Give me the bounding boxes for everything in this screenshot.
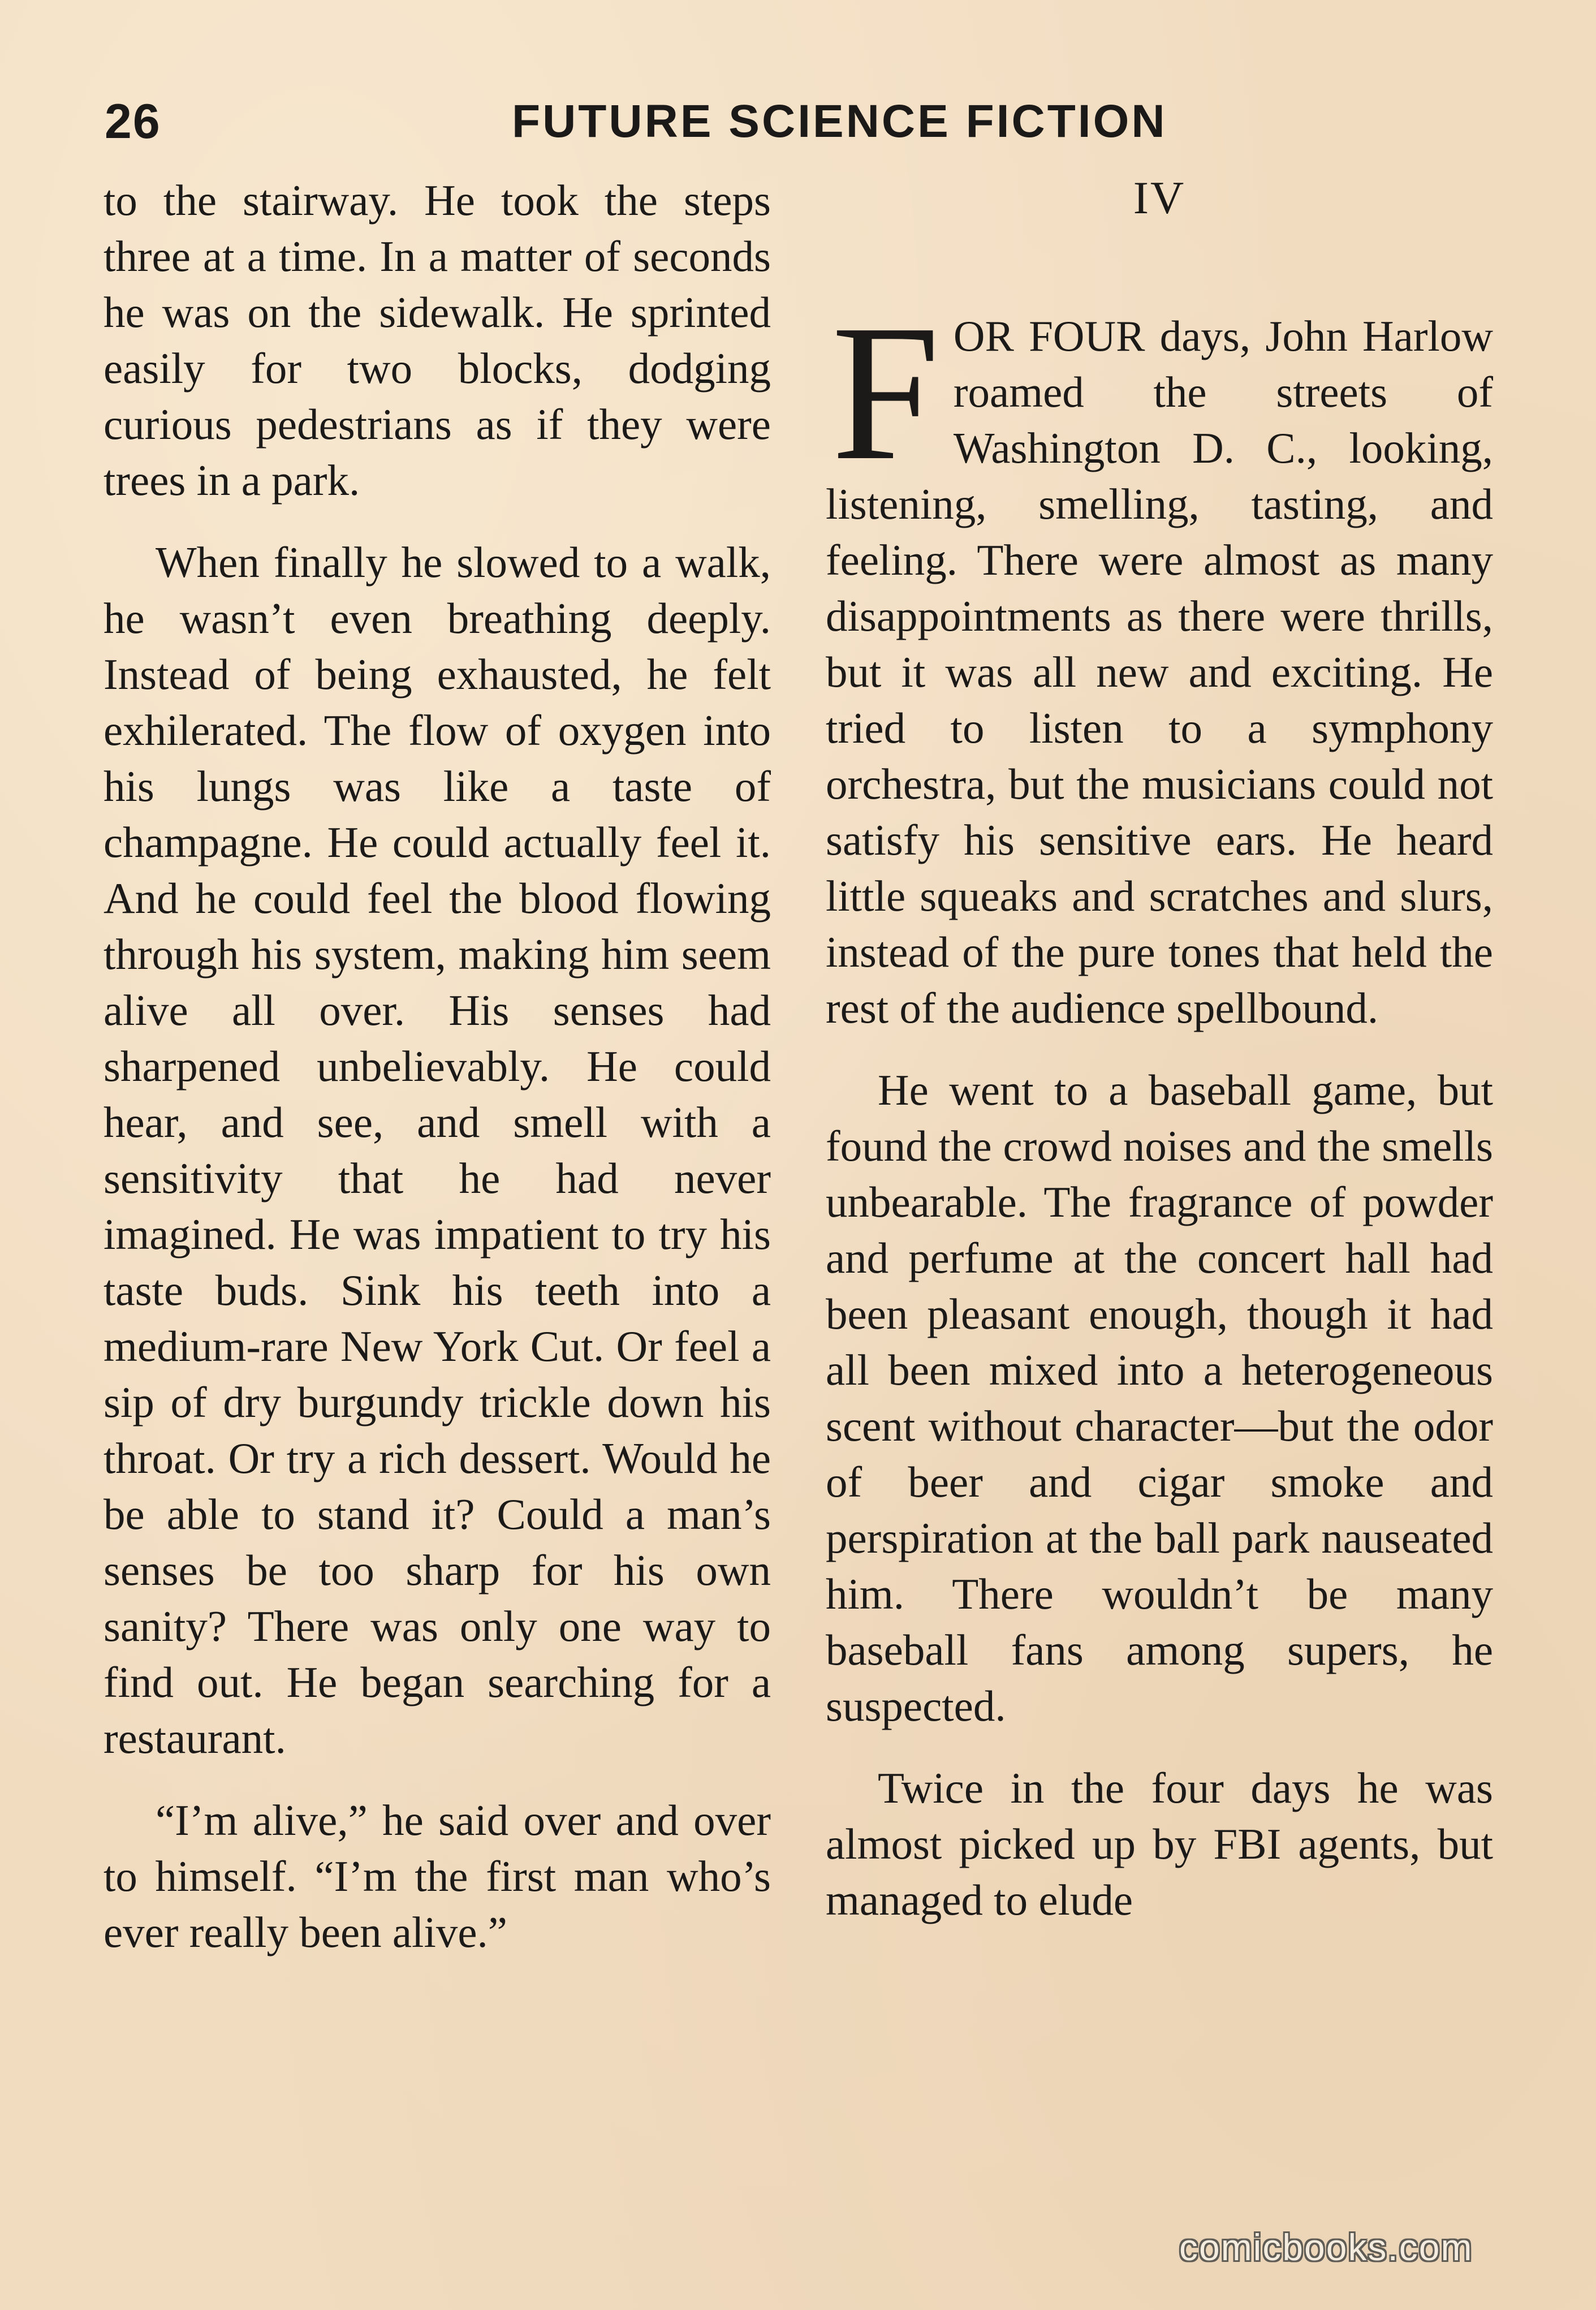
paragraph: When finally he slowed to a walk, he wasn’t even breathing deeply. Instead of being exhausted, he felt exhilerated. The flow of oxygen into his lungs was like a taste of champagne. He could actually feel it. And he could feel the blood flowing through his system, making him seem alive all over. His senses had sharpened unbelievably. He could hear, and see, and smell with a sensitivity that he had never imagined. He was impatient to try his taste buds. Sink his teeth into a medium-rare New York Cut. Or feel a sip of dry burgundy trickle down his throat. Or try a rich dessert. Would he be able to stand it? Could a man’s senses be too sharp for his own sanity? There was only one way to find out. He began searching for a restaurant. [103,538,771,1762]
right-column [826,170,1493,1954]
watermark: comicbooks.com [1179,2226,1473,2268]
paragraph: “I’m alive,” he said over and over to himself. “I’m the first man who’s ever really been alive.” [103,1796,771,1956]
paragraph: Twice in the four days he was almost picked up by FBI agents, but managed to elude [826,1764,1493,1924]
drop-cap: F [831,285,940,501]
page-number: 26 [105,94,161,149]
paragraph: He went to a baseball game, but found the crowd noises and the smells unbearable. The fragrance of powder and perfume at the concert hall had been pleasant enough, though it had all been mixed into a heterogeneous scent without character—but the odor of beer and cigar smoke and perspiration at the ball park nauseated him. There wouldn’t be many baseball fans among supers, he suspected. [826,1066,1493,1730]
paragraph [826,285,1493,1036]
page-header [105,90,1167,153]
paragraph: to the stairway. He took the steps three at a time. In a matter of seconds he was on the sidewalk. He sprinted easily for two blocks, dodging curious pedestrians as if they were trees in a park. [103,176,771,505]
running-title: FUTURE SCIENCE FICTION [512,96,1167,147]
left-column [103,173,771,1986]
paragraph-text: OR FOUR days, John Harlow roamed the streets of Washington D. C., looking, listening, smelling, tasting, and feeling. There were almost as many disappointments as there were thrills, but it was all new and exciting. He tried to listen to a symphony orchestra, but the musicians could not satisfy his sensitive ears. He heard little squeaks and scratches and slurs, instead of the pure tones that held the rest of the audience spellbound. [826,312,1493,1032]
chapter-heading: IV [1133,172,1186,223]
